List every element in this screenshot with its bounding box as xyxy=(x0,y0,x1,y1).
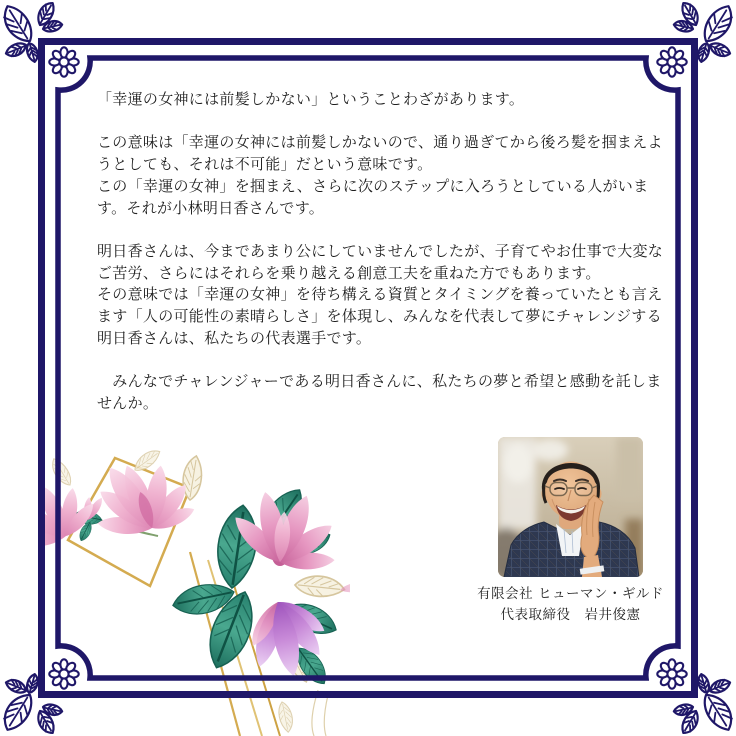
daisy-icon xyxy=(657,659,686,688)
sketch-stems xyxy=(312,690,328,736)
daisy-icon xyxy=(49,47,78,76)
magnolia-bouquet-illustration xyxy=(40,440,350,736)
paragraph: 「幸運の女神には前髪しかない」ということわざがあります。 xyxy=(97,90,525,108)
leaf-cluster-icon xyxy=(673,673,736,736)
signature-block xyxy=(458,584,683,626)
leaf-cluster-icon xyxy=(673,0,736,63)
leaf-cluster-icon xyxy=(0,0,63,63)
paragraph: みんなでチャレンジャーである明日香さんに、私たちの夢と希望と感動を託しま せんか。 xyxy=(97,372,662,412)
daisy-icon xyxy=(657,47,686,76)
signature-role-name: 代表取締役 岩井俊憲 xyxy=(500,607,641,623)
magnolia-bloom-upper xyxy=(95,461,197,536)
portrait-photo-image xyxy=(498,437,643,577)
paragraph: この意味は「幸運の女神には前髪しかないので、通り過ぎてから後ろ髪を掴まえよ うとしても、それは不可能」だという意味です。 この「幸運の女神」を掴まえ、さらに次のステップに入ろうとしている人がいま す。それが小林明日香さんです。 xyxy=(97,133,663,217)
portrait-photo xyxy=(498,437,643,577)
letter-body xyxy=(97,89,672,415)
signature-company: 有限会社 ヒューマン・ギルド xyxy=(477,586,664,602)
paragraph: 明日香さんは、今まであまり公にしていませんでしたが、子育てやお仕事で大変な ご苦労、さらにはそれらを乗り越える創意工夫を重ねた方でもあります。 その意味では「幸運の女神」を待ち構える資質とタイミングを養っていたとも言え ます「人の可能性の素晴らしさ」を体現し、みんなを代表して夢にチャレンジする 明日香さんは、私たちの代表選手です。 xyxy=(97,241,664,347)
